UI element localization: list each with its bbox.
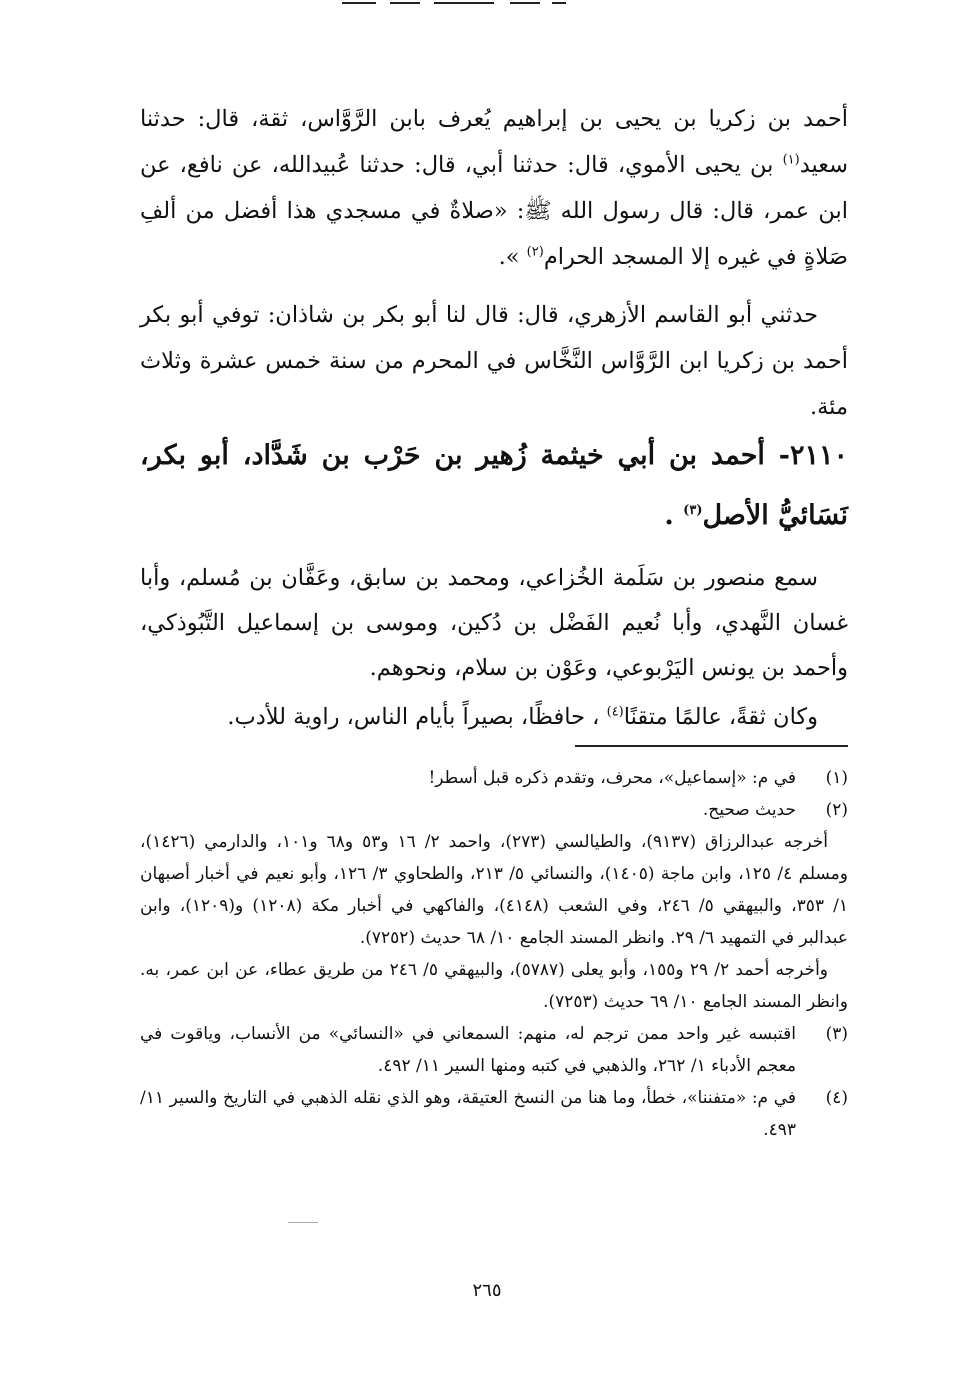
page-number: ٢٦٥ (472, 1280, 502, 1301)
paragraph-teachers: سمع منصور بن سَلَمة الخُزاعي، ومحمد بن سابق، وعَفَّان بن مُسلم، وأبا غسان النَّهدي، وأبا نُعيم الفَضْل بن دُكين، وموسى بن إسماعيل التَّبُوذكي، وأحمد بن يونس اليَرْبوعي، وعَوْن بن سلام، ونحوهم. (140, 565, 848, 681)
footnote-ref-2: (٢) (526, 244, 544, 260)
footnotes (140, 762, 848, 1146)
footnote-ref-4: (٤) (606, 704, 624, 720)
scan-mark (288, 1222, 318, 1223)
footnote-1: (١) في م: «إسماعيل»، محرف، وتقدم ذكره قبل أسطر! (428, 768, 848, 788)
footnote-3: (٣) اقتبسه غير واحد ممن ترجم له، منهم: السمعاني في «النسائي» من الأنساب، وياقوت في معجم الأدباء ١/ ٢٦٢، والذهبي في كتبه ومنها السير ١١/ ٤٩٢. (140, 1024, 848, 1076)
footnote-separator (575, 745, 848, 747)
footnote-ref-1: (١) (782, 152, 800, 168)
paragraph-assessment: وكان ثقةً، عالمًا متقنًا$^{(٤)}$ ، حافظًا، بصيراً بأيام الناس، راوية للأدب. (227, 704, 818, 730)
entry-continuation (140, 96, 848, 430)
footnote-2: (٢) حديث صحيح. (702, 800, 848, 820)
footnote-ref-3: (٣) (683, 503, 703, 518)
entry-heading: ٢١١٠- أحمد بن أبي خيثمة زُهير بن حَرْب بن شَدَّاد، أبو بكر، نَسَائيُّ الأصل$^{(٣)}$ . (140, 440, 848, 531)
footnote-4: (٤) في م: «متفننا»، خطأ، وما هنا من النسخ العتيقة، وهو الذي نقله الذهبي في التاريخ والسير ١١/ ٤٩٣. (140, 1088, 848, 1140)
paragraph-death: حدثني أبو القاسم الأزهري، قال: قال لنا أبو بكر بن شاذان: توفي أبو بكر أحمد بن زكريا ابن الرَّوَّاس النَّخَّاس في المحرم من سنة خمس عشرة وثلاث مئة. (140, 302, 848, 420)
paragraph-hadith: أحمد بن زكريا بن يحيى بن إبراهيم يُعرف بابن الرَّوَّاس، ثقة، قال: حدثنا سعيد$^{(١)}$ بن يحيى الأموي، قال: حدثنا أبي، قال: حدثنا عُبيدالله، عن نافع، عن ابن عمر، قال: قال رسول الله ﷺ: «صلاةٌ في مسجدي هذا أفضل من ألفِ صَلاةٍ في غيره إلا المسجد الحرام$^{(٢)}$ ». (140, 106, 849, 270)
top-edge-marks (338, 0, 578, 6)
entry-biography (140, 556, 848, 740)
footnote-2-sources: أخرجه عبدالرزاق (٩١٣٧)، والطيالسي (٢٧٣)، واحمد ٢/ ١٦ و٥٣ و٦٨ و١٠١، والدارمي (١٤٢٦)، ومسلم ٤/ ١٢٥، وابن ماجة (١٤٠٥)، والنسائي ٥/ ٢١٣، والطحاوي ٣/ ١٢٦، وأبو نعيم في أخبار أصبهان ١/ ٣٥٣، والبيهقي ٥/ ٢٤٦، وفي الشعب (٤١٤٨)، والفاكهي في أخبار مكة (١٢٠٨) و(١٢٠٩)، وابن عبدالبر في التمهيد ٦/ ٢٩. وانظر المسند الجامع ١٠/ ٦٨ حديث (٧٢٥٢). وأخرجه أحمد ٢/ ٢٩ و١٥٥، وأبو يعلى (٥٧٨٧)، والبيهقي ٥/ ٢٤٦ من طريق عطاء، عن ابن عمر، به. وانظر المسند الجامع ١٠/ ٦٩ حديث (٧٢٥٣). (140, 832, 848, 1012)
entry-heading-block (140, 426, 848, 546)
